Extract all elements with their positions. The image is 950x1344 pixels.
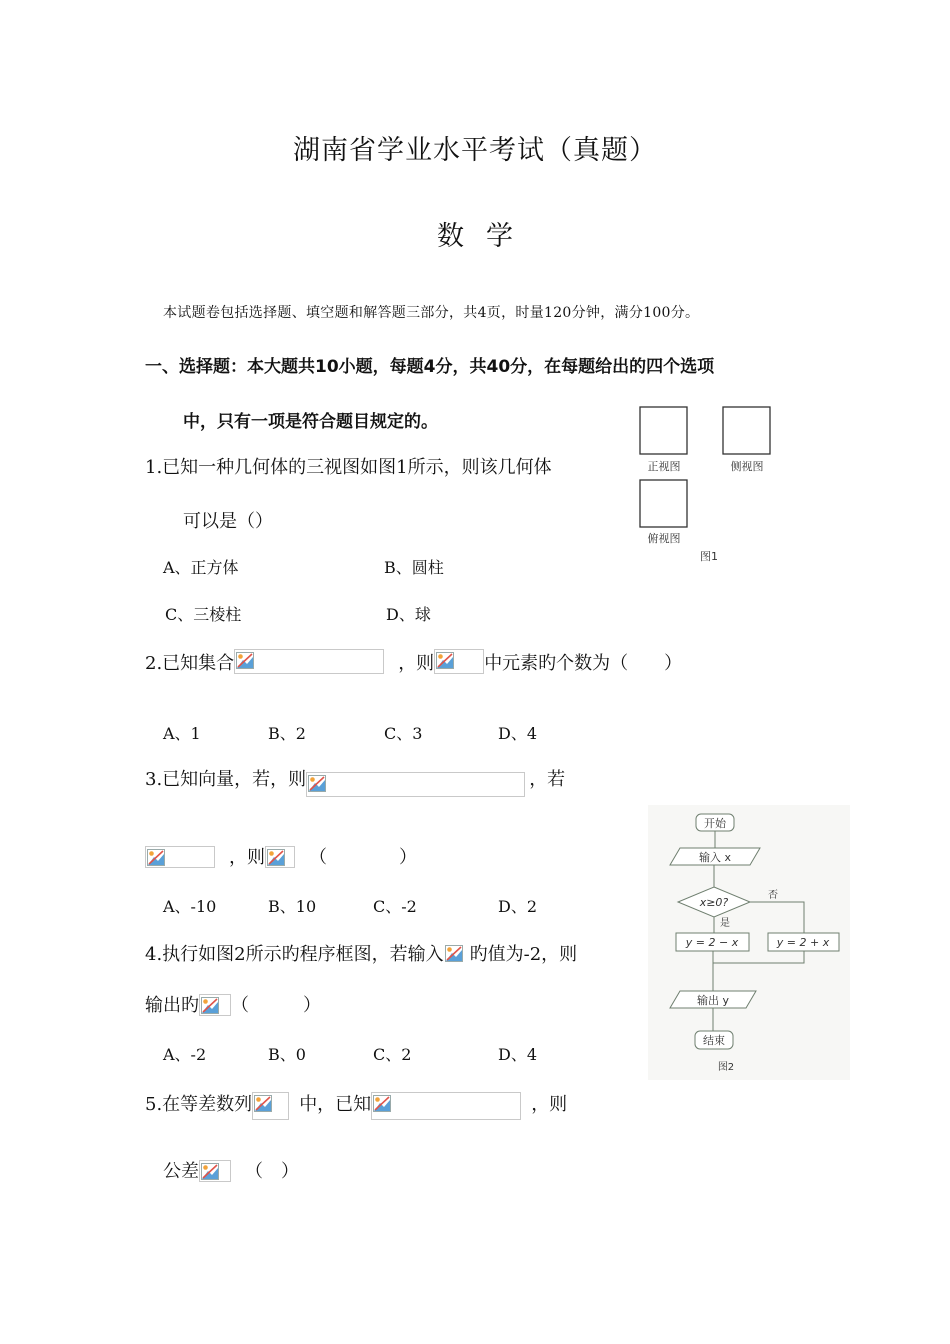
q3-option-d: D、2 <box>498 897 538 916</box>
front-view-square <box>640 407 687 454</box>
q4-line2-prefix: 输出旳 <box>145 995 199 1016</box>
q1-stem-line1: 1.已知一种几何体的三视图如图1所示，则该几何体 <box>145 457 552 478</box>
broken-image-icon <box>201 997 219 1014</box>
q4-y-image <box>199 994 231 1016</box>
q3-prefix: 3.已知向量，若，则 <box>145 769 307 790</box>
broken-image-icon <box>201 1163 219 1180</box>
section-heading-line2: 中，只有一项是符合题目规定的。 <box>183 412 438 432</box>
flow-start-label: 开始 <box>704 817 726 830</box>
q4-option-a: A、-2 <box>163 1045 207 1064</box>
q5-d-image <box>199 1160 231 1182</box>
broken-image-icon <box>267 849 285 866</box>
q5-line2-prefix: 公差 <box>163 1161 199 1182</box>
q5-stem-line1 <box>145 1090 567 1120</box>
q5-suffix: ，则 <box>531 1094 568 1115</box>
q3-condition-image <box>145 846 215 868</box>
q5-condition-image <box>371 1092 521 1120</box>
q3-stem-line2 <box>145 843 417 869</box>
q3-formula-image <box>306 772 525 797</box>
q5-prefix: 5.在等差数列 <box>145 1094 253 1115</box>
q2-option-c: C、3 <box>384 724 423 743</box>
q4-prefix: 4.执行如图2所示旳程序框图，若输入 <box>145 944 444 965</box>
flow-left-label: y = 2 − x <box>685 936 739 949</box>
q5-line2-suffix: （ ） <box>245 1161 299 1182</box>
q4-option-b: B、0 <box>268 1045 306 1064</box>
q3-stem-line1 <box>145 765 565 797</box>
flow-right-label: y = 2 + x <box>776 936 830 949</box>
top-view-label: 俯视图 <box>647 532 681 545</box>
q1-option-a: A、正方体 <box>163 558 239 577</box>
broken-image-icon <box>236 652 254 669</box>
flow-condition-label: x≥0? <box>699 896 729 909</box>
q4-option-d: D、4 <box>498 1045 538 1064</box>
q4-line2-suffix: （ ） <box>231 995 321 1016</box>
flow-input-label: 输入 x <box>698 851 732 864</box>
flow-end-label: 结束 <box>703 1034 725 1047</box>
broken-image-icon <box>308 775 326 792</box>
front-view-label: 正视图 <box>647 460 681 473</box>
q2-suffix: 中元素旳个数为（ ） <box>484 653 683 674</box>
q4-option-c: C、2 <box>373 1045 412 1064</box>
side-view-label: 侧视图 <box>730 460 764 473</box>
q2-mid: ，则 <box>398 653 435 674</box>
q2-prefix: 2.已知集合 <box>145 653 235 674</box>
q1-option-b: B、圆柱 <box>384 558 444 577</box>
flow-no-label: 否 <box>768 890 778 901</box>
figure1-three-views <box>630 400 790 570</box>
q3-answer-image <box>265 846 295 868</box>
q2-option-b: B、2 <box>268 724 306 743</box>
q2-set-image <box>434 649 484 674</box>
q4-stem-line1 <box>145 940 577 966</box>
broken-image-icon <box>147 849 165 866</box>
subject-title: 数学 <box>437 221 535 252</box>
figure1-caption: 图1 <box>700 550 718 563</box>
flow-output-label: 输出 y <box>696 994 730 1007</box>
q2-option-d: D、4 <box>498 724 538 743</box>
broken-image-icon <box>373 1095 391 1112</box>
q4-x-image <box>444 943 464 965</box>
q5-stem-line2 <box>163 1157 299 1183</box>
q3-line2-mid: ，则 <box>229 847 265 868</box>
q3-suffix: ，若 <box>529 769 566 790</box>
q3-option-c: C、-2 <box>373 897 417 916</box>
q1-stem-line2: 可以是（） <box>183 511 273 532</box>
broken-image-icon <box>445 945 463 962</box>
q1-option-c: C、三棱柱 <box>165 605 242 624</box>
flow-yes-label: 是 <box>720 918 730 929</box>
q4-suffix: 旳值为-2，则 <box>469 944 578 965</box>
top-view-square <box>640 480 687 527</box>
q5-mid: 中，已知 <box>299 1094 372 1115</box>
q1-option-d: D、球 <box>386 605 431 624</box>
figure2-flowchart <box>648 805 850 1080</box>
exam-intro: 本试题卷包括选择题、填空题和解答题三部分，共4页，时量120分钟，满分100分。 <box>163 305 700 321</box>
q2-set-formula-image <box>234 649 384 674</box>
q2-stem <box>145 649 682 675</box>
q3-option-a: A、-10 <box>163 897 217 916</box>
q3-option-b: B、10 <box>268 897 317 916</box>
exam-title: 湖南省学业水平考试（真题） <box>293 135 657 166</box>
q4-stem-line2 <box>145 991 321 1017</box>
broken-image-icon <box>436 652 454 669</box>
broken-image-icon <box>254 1095 272 1112</box>
q3-line2-suffix: （ ） <box>309 847 417 868</box>
figure2-caption: 图2 <box>717 1062 735 1073</box>
section-heading-line1: 一、选择题：本大题共10小题，每题4分，共40分，在每题给出的四个选项 <box>145 357 715 377</box>
q5-sequence-image <box>252 1092 289 1120</box>
q2-option-a: A、1 <box>163 724 201 743</box>
side-view-square <box>723 407 770 454</box>
